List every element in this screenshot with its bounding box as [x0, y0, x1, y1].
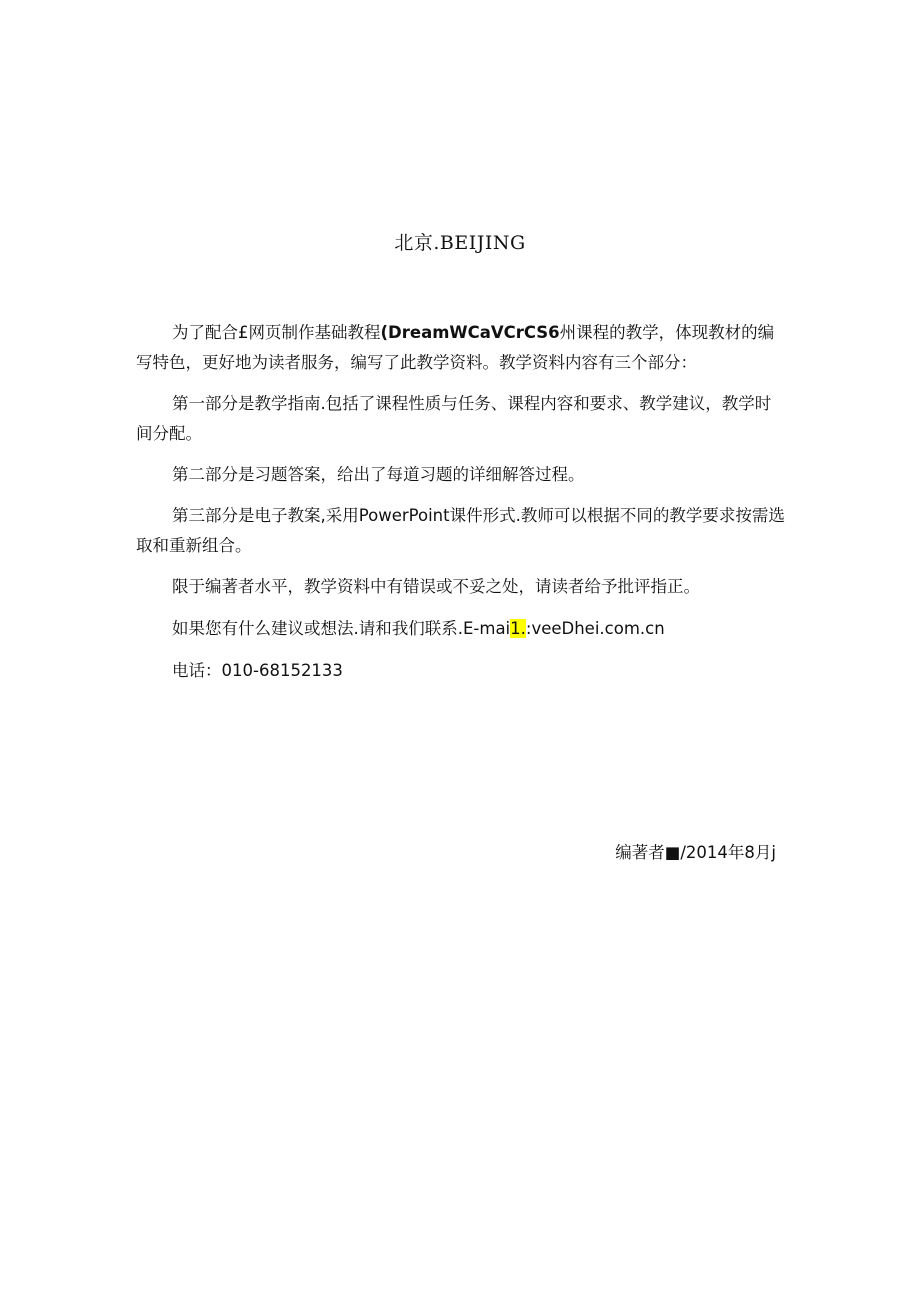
contact-text-before: 如果您有什么建议或想法.请和我们联系.E-mai — [172, 619, 511, 638]
signature-line: 编著者■/2014年8月j — [615, 843, 776, 862]
intro-text-after: 州课程的教学，体现教材的编写特色，更好地为读者服务，编写了此教学资料。教学资料内容有三个部分： — [136, 323, 775, 372]
phone-paragraph — [136, 656, 786, 686]
contact-text-after: :veeDhei.com.cn — [525, 619, 665, 638]
intro-paragraph — [136, 318, 786, 378]
part2-paragraph — [136, 460, 786, 490]
phone-text: 电话：010-68152133 — [172, 661, 343, 680]
part2-text: 第二部分是习题答案，给出了每道习题的详细解答过程。 — [172, 465, 585, 484]
intro-text-before: 为了配合£网页制作基础教程 — [172, 323, 381, 342]
intro-text-bold: (DreamWCaVCrCS6 — [380, 323, 560, 342]
part1-text: 第一部分是教学指南.包括了课程性质与任务、课程内容和要求、教学建议，教学时间分配。 — [136, 394, 772, 443]
page-heading: 北京.BEIJING — [394, 232, 526, 254]
part1-paragraph — [136, 389, 786, 449]
contact-highlight: 1. — [510, 619, 526, 638]
part3-paragraph — [136, 501, 786, 561]
contact-paragraph — [136, 614, 786, 644]
limit-paragraph — [136, 572, 786, 602]
limit-text: 限于编著者水平，教学资料中有错误或不妥之处，请读者给予批评指正。 — [172, 577, 700, 596]
part3-text: 第三部分是电子教案,采用PowerPoint课件形式.教师可以根据不同的教学要求按需选取和重新组合。 — [136, 506, 785, 555]
